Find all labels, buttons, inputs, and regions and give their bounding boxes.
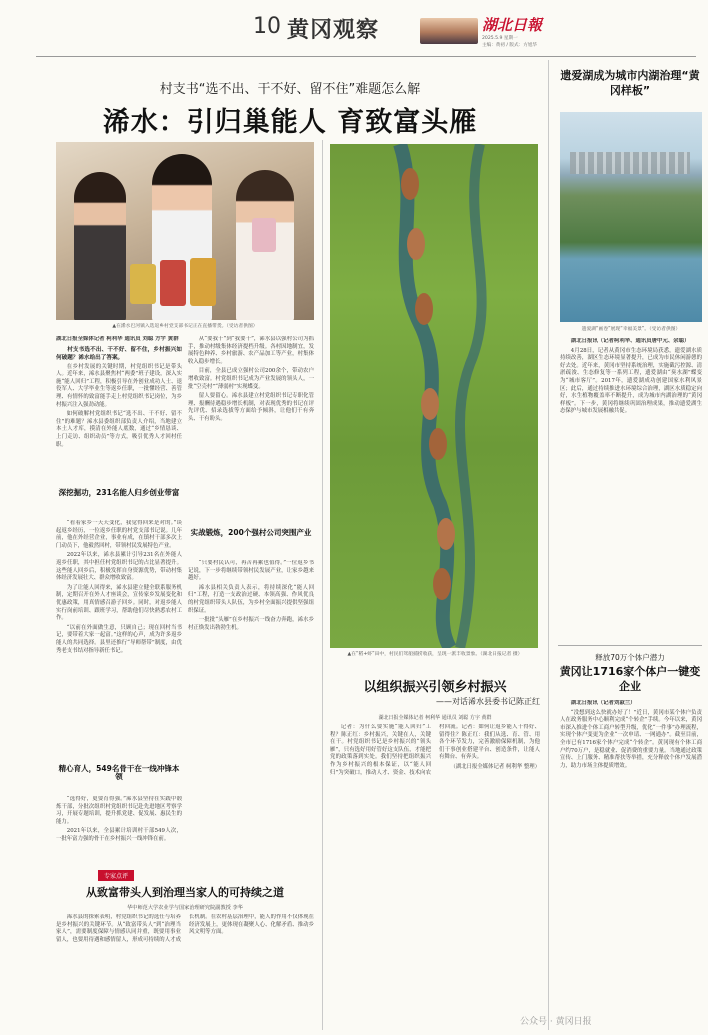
main-paragraph: “只要村民认可，再苦再累也值得。”一位返乡书记说，下一步将继续带领村民发展产业，让家乡越来越好。: [188, 560, 314, 582]
main-column-3: [56, 520, 182, 760]
main-column-7: [188, 526, 314, 556]
right1-headline: 遗爱湖成为城市内湖治理“黄冈样板”: [560, 69, 700, 97]
skyline-buildings: [570, 152, 690, 174]
main-byline: 湖北日报全媒体记者 柯利华 通讯员 刘聪 方宇 黄群: [56, 336, 179, 342]
main-column-2: [56, 486, 182, 522]
section-heading-1: 深挖掘功，231名能人归乡创业带富: [58, 488, 180, 497]
right2-headline: 黄冈让1716家个体户一键变企业: [559, 665, 701, 693]
main-paragraph: 2022年以来，浠水县累计引导231名在外能人返乡任职，其中担任村党组织书记的占比显著提升。这些能人回乡后，积极发挥自身资源优势，带动村集体经济发展壮大、群众增收致富。: [56, 552, 182, 582]
main-byline-column: [56, 336, 182, 486]
section-heading-3: 实战锻炼，200个强村公司突围产业: [190, 528, 312, 537]
right1-body: [560, 338, 702, 638]
paper-logo: 湖北日報: [482, 16, 543, 34]
aerial-canals: [330, 144, 538, 648]
main-paragraph: 如何破解村党组织书记“选不出、干不好、留不住”的难题？浠水县委组织部负责人介绍，当地建立本土人才库，摸清在外能人底数，通过“乡情恳谈、上门走访、组织动员”等方式，吸引优秀人才回村任职。: [56, 411, 182, 448]
aerial-photo: [330, 144, 538, 648]
commentary-body: [56, 914, 314, 1032]
lake-photo-caption: 遗爱湖“画卷”展现“幸福美景”。（受访者供图）: [581, 327, 681, 332]
commentary-headline: 从致富带头人到治理当家人的可持续之道: [86, 886, 284, 899]
right2-byline: 湖北日报讯（记者刘淑兰）: [570, 700, 636, 706]
interview-byline: 湖北日报全媒体记者 柯利华 通讯员 刘聪 方宇 黄群: [378, 715, 492, 721]
interview-body: [330, 724, 540, 1024]
right-section-divider: [558, 645, 702, 646]
product-jar-1: [130, 264, 156, 304]
product-jar-4: [252, 218, 276, 252]
interview-headline: 以组织振兴引领乡村振兴: [363, 680, 507, 695]
main-paragraph: 一批批“头雁”在乡村振兴一线奋力奔跑，浠水乡村正焕发出勃勃生机。: [188, 617, 314, 631]
right1-paragraph: 4月28日，记者从黄冈市生态环境局获悉，遗爱湖水质持续改善，湖区生态环境显著提升，已成为市民休闲游憩的好去处。近年来，黄冈市坚持系统治理，实施截污控源、清淤疏浚、生态修复等一系列工程，遗爱湖由“臭水湖”蝶变为“城市客厅”。2017年，遗爱湖成功创建国家水利风景区；此后，通过持续推进水环境综合治理，湖区水质稳定向好，水生植物覆盖率不断提升，成为城市内湖治理的“黄冈样板”。下一步，黄冈将继续巩固治理成果，推动遗爱湖生态保护与城市发展相融共促。: [560, 347, 702, 415]
main-paragraph: 从“要我干”到“我要干”，浠水县以强村公司为抓手，推动村级集体经济提档升级。各村因地制宜，发展特色种养、乡村旅游、农产品加工等产业，村集体收入稳步增长。: [188, 336, 314, 365]
main-paragraph: “看着家乡一天天变化，我觉得回来是对的。”谈起返乡经历，一位返乡任职的村党支部书记说。几年前，他在外经营企业，事业有成，在镇村干部多次上门动员下，他毅然回村，带领村民发展特色产业。: [56, 520, 182, 549]
product-jar-2: [160, 260, 186, 306]
main-paragraph: 浠水县相关负责人表示，将持续深化“能人回归”工程，打造一支政治过硬、本领高强、作风优良的村党组织带头人队伍，为乡村全面振兴提供坚强组织保证。: [188, 584, 314, 614]
column-divider: [322, 140, 323, 1030]
main-paragraph: “以前在外面做生意，只顾自己；现在回村当书记，要带着大家一起富。”这样的心声，成为许多返乡能人的共同选择。县里还推行“导师帮带”制度，由优秀老支书结对指导新任书记。: [56, 624, 182, 654]
commentary-paragraph: 浠水县的探索表明，村党组织书记的选任与培养是乡村振兴的关键环节。从“致富带头人”到“治理当家人”，需要制度保障与情感认同并重，既要用事业留人，也要用待遇和感情留人，形成可持续的人才成长机制。在农村基层治理中，能人的作用不仅体现在经济发展上，更体现在凝聚人心、化解矛盾、推动乡风文明等方面。: [56, 914, 314, 943]
column-divider: [548, 60, 549, 1030]
right2-paragraph: “没想到这么快就办好了！”近日，黄冈市某个体户负责人在政务服务中心顺利完成“个转企”手续。今年以来，黄冈市深入推进个体工商户转型升级，优化“一件事”办理流程，实现个体户变更为企业“一次申请、一网通办”。截至目前，全市已有1716家个体户完成“个转企”。黄冈现有个体工商户约70万户，是稳就业、促消费的重要力量。当地通过政策宣传、上门服务、精准帮扶等举措，充分释放个体户发展潜力，助力市场主体提质增效。: [560, 709, 702, 769]
page-number: 10: [253, 14, 281, 39]
main-paragraph: “选得好，更要育得强。”浠水县坚持在实践中锻炼干部，分批次组织村党组织书记赴先进地区考察学习，开展专题培训，提升抓党建、促发展、惠民生的能力。: [56, 796, 182, 825]
lake-photo: [560, 112, 702, 322]
main-lead: 村支书选不出、干不好、留不住，乡村振兴如何破题？浠水给出了答案。: [56, 346, 182, 361]
main-kicker: 村支书“选不出、干不好、留不住”难题怎么解: [159, 82, 421, 97]
main-paragraph: 留人要留心。浠水县建立村党组织书记专职化管理、报酬待遇稳步增长机制，对表现优秀的书记在评先评优、招录选拔等方面给予倾斜，让他们干有奔头、干有盼头。: [188, 393, 314, 422]
masthead: [0, 0, 708, 50]
right2-body: [560, 700, 702, 1020]
main-column-6: [188, 336, 314, 526]
person-left: [74, 172, 126, 320]
main-paragraph: 2021年以来，全县累计培训村干部549人次，一批年富力强的骨干在乡村振兴一线冲锋在前。: [56, 828, 182, 842]
right1-byline: 湖北日报讯（记者柯利华、通讯员唐中元、余聪）: [570, 338, 690, 344]
section-title: 黄冈观察: [287, 18, 380, 43]
masthead-rule: [36, 56, 696, 57]
section-heading-2: 精心育人，549名骨干在一线冲锋本领: [58, 764, 180, 781]
product-jar-3: [190, 258, 216, 306]
right2-kicker: 释放70万个体户潜力: [595, 653, 665, 662]
main-column-8: [188, 560, 314, 886]
watermark: 公众号 · 黄冈日报: [520, 1017, 592, 1027]
masthead-skyline-icon: [420, 18, 478, 44]
commentary-byline: 华中师范大学农业学与国家治理研究院副教授 李华: [127, 905, 243, 911]
commentary-tag: 专家点评: [98, 870, 134, 881]
main-paragraph: 为了让能人回得来，浠水县建立健全联系服务机制，定期召开在外人才座谈会，宣传家乡发展变化和优惠政策，用真情感召游子回乡。同时，对返乡能人实行岗前培训、跟班学习，帮助他们尽快熟悉农村工作。: [56, 584, 182, 622]
interview-tail: （湖北日报全媒体记者 柯利华 整理）: [450, 763, 540, 770]
aerial-photo-caption: ▲在“稻+虾”田中，村民们驾船捕捞收获，呈现一派丰收景象。（湖北日报记者 摄）: [347, 652, 523, 657]
interview-subheadline: ——对话浠水县委书记陈正红: [436, 697, 540, 706]
masthead-meta-editor: 主编：黄初 / 版式：方旭华: [482, 43, 538, 48]
interview-paragraph: 记者：为什么要实施“能人回归”工程？陈正红：乡村振兴，关键在人，关键在干。村党组织书记是乡村振兴的“领头雁”，只有选好用好管好这支队伍，才能把党的政策落到实处。我们坚持把组织振兴作为乡村振兴的根本保证，以“能人回归”为突破口，推动人才、资金、技术向农村回流。记者：如何让返乡能人干得好、留得住？陈正红：我们从选、育、管、用各个环节发力，完善激励保障机制，为他们干事创业搭建平台、创造条件，让能人有舞台、有奔头。: [330, 724, 540, 776]
main-paragraph: 在乡村发展的关键时期，村党组织书记是带头人。近年来，浠水县聚焦村“两委”班子建设，深入实施“能人回归”工程，积极引导在外创业成功人士、退役军人、大学毕业生等返乡任职，一批懂经营、善管理、有情怀的致富能手走上村党组织书记岗位，为乡村振兴注入强劲动能。: [56, 363, 182, 408]
main-paragraph: 目前，全县已成立强村公司200余个，带动农户增收致富。村党组织书记成为产业发展的领头人，一批“空壳村”“薄弱村”实现蝶变。: [188, 368, 314, 390]
main-headline: 浠水：引归巢能人 育致富头雁: [102, 107, 478, 138]
returnee-photo-caption: ▲在浠水巴河镇入选返乡村党支部书记正在直播带货。（受访者供图）: [112, 324, 258, 329]
masthead-meta-date: 2025.5.9 星期一: [482, 36, 518, 41]
returnee-photo: [56, 142, 314, 320]
